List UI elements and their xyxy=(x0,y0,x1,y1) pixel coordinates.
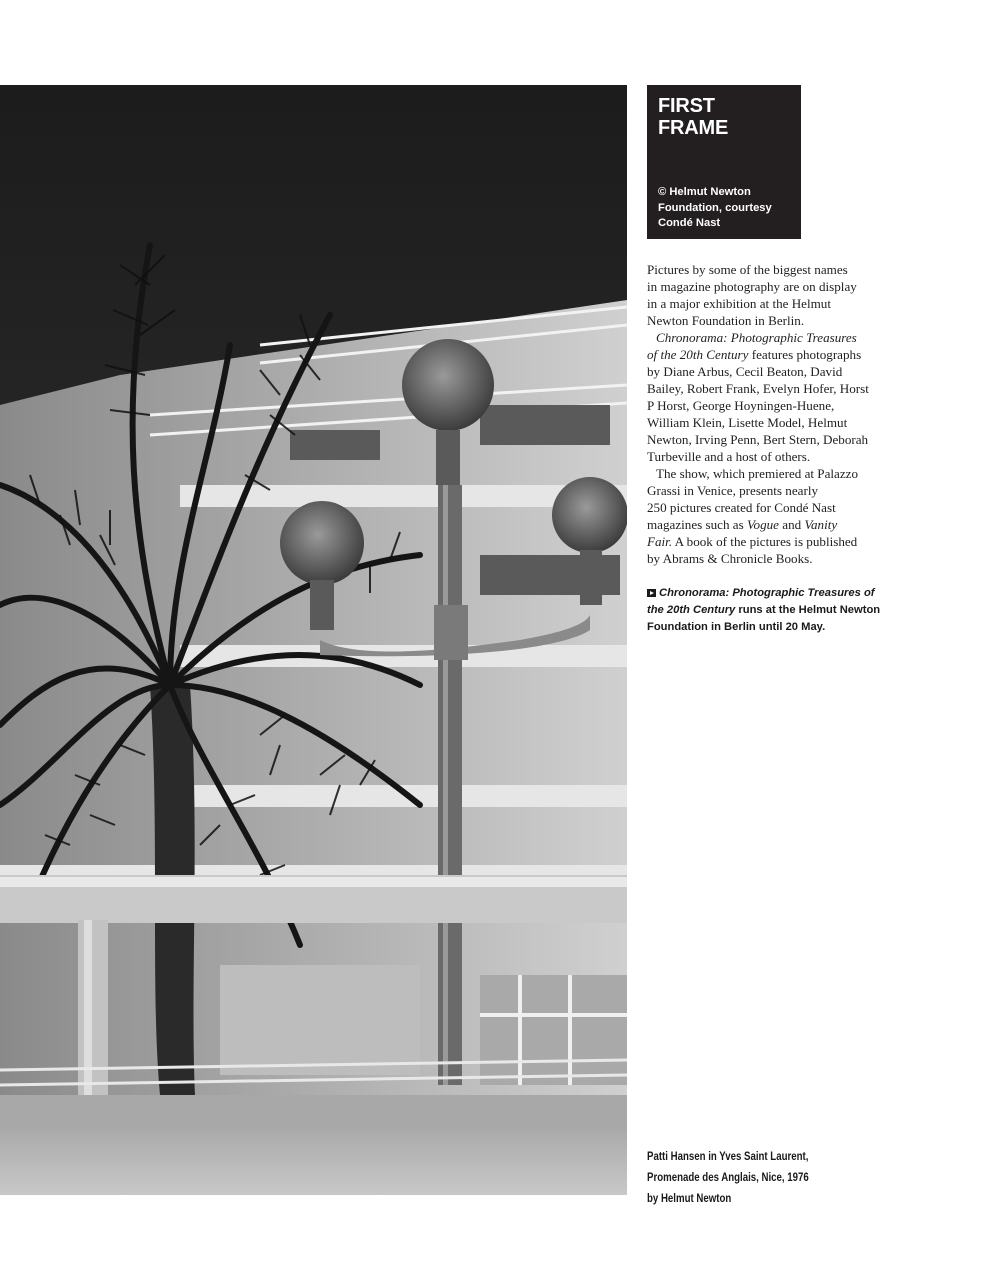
text-line: Bailey, Robert Frank, Evelyn Hofer, Horst xyxy=(647,381,869,396)
arrow-icon xyxy=(647,589,656,597)
paragraph-1 xyxy=(647,261,897,329)
paragraph-3 xyxy=(647,465,897,567)
photo-caption xyxy=(647,1147,815,1210)
text-line: P Horst, George Hoyningen-Huene, xyxy=(647,398,835,413)
text-line: Grassi in Venice, presents nearly xyxy=(647,483,819,498)
caption-line: Patti Hansen in Yves Saint Laurent, xyxy=(647,1151,809,1163)
caption-line: by Helmut Newton xyxy=(647,1193,732,1205)
section-title: FIRST FRAME xyxy=(658,95,729,139)
text-line: 250 pictures created for Condé Nast xyxy=(647,500,836,515)
text-line: Turbeville and a host of others. xyxy=(647,449,811,464)
text-fragment: and xyxy=(779,517,805,532)
exhibition-title: Chronorama: Photographic Treasures xyxy=(656,330,857,345)
caption-line: Promenade des Anglais, Nice, 1976 xyxy=(647,1172,809,1184)
photograph xyxy=(0,85,627,1195)
text-line: William Klein, Lisette Model, Helmut xyxy=(647,415,848,430)
text-fragment: features photographs xyxy=(748,347,862,362)
text-line: in a major exhibition at the Helmut xyxy=(647,296,831,311)
photo-credit-line: Foundation, courtesy xyxy=(658,201,772,214)
text-line: Foundation in Berlin until 20 May. xyxy=(647,621,826,633)
photo-credit xyxy=(658,185,794,232)
lamp-post xyxy=(438,485,462,1085)
section-label-box xyxy=(647,85,801,239)
text-line: in magazine photography are on display xyxy=(647,279,857,294)
text-line: Newton Foundation in Berlin. xyxy=(647,313,805,328)
exhibition-title: Chronorama: Photographic Treasures of xyxy=(659,587,875,599)
lamp-globe xyxy=(402,339,494,431)
text-fragment: A book of the pictures is published xyxy=(672,534,858,549)
exhibition-title: of the 20th Century xyxy=(647,347,749,362)
exhibition-title: the 20th Century xyxy=(647,604,736,616)
article-body xyxy=(647,261,897,567)
text-line: Newton, Irving Penn, Bert Stern, Deborah xyxy=(647,432,869,447)
text-line: Pictures by some of the biggest names xyxy=(647,262,848,277)
photo-illustration xyxy=(0,85,627,1195)
photo-credit-line: Condé Nast xyxy=(658,217,721,229)
exhibition-info xyxy=(647,585,907,636)
paragraph-2 xyxy=(647,329,897,465)
text-line: by Abrams & Chronicle Books. xyxy=(647,551,813,566)
text-line: The show, which premiered at Palazzo xyxy=(656,466,859,481)
photo-credit-line: © Helmut Newton xyxy=(658,186,751,198)
magazine-name: Fair. xyxy=(647,534,673,549)
magazine-name: Vanity xyxy=(804,517,838,532)
text-fragment: magazines such as xyxy=(647,517,747,532)
magazine-name: Vogue xyxy=(747,517,779,532)
text-line: by Diane Arbus, Cecil Beaton, David xyxy=(647,364,843,379)
text-fragment: runs at the Helmut Newton xyxy=(735,604,881,616)
